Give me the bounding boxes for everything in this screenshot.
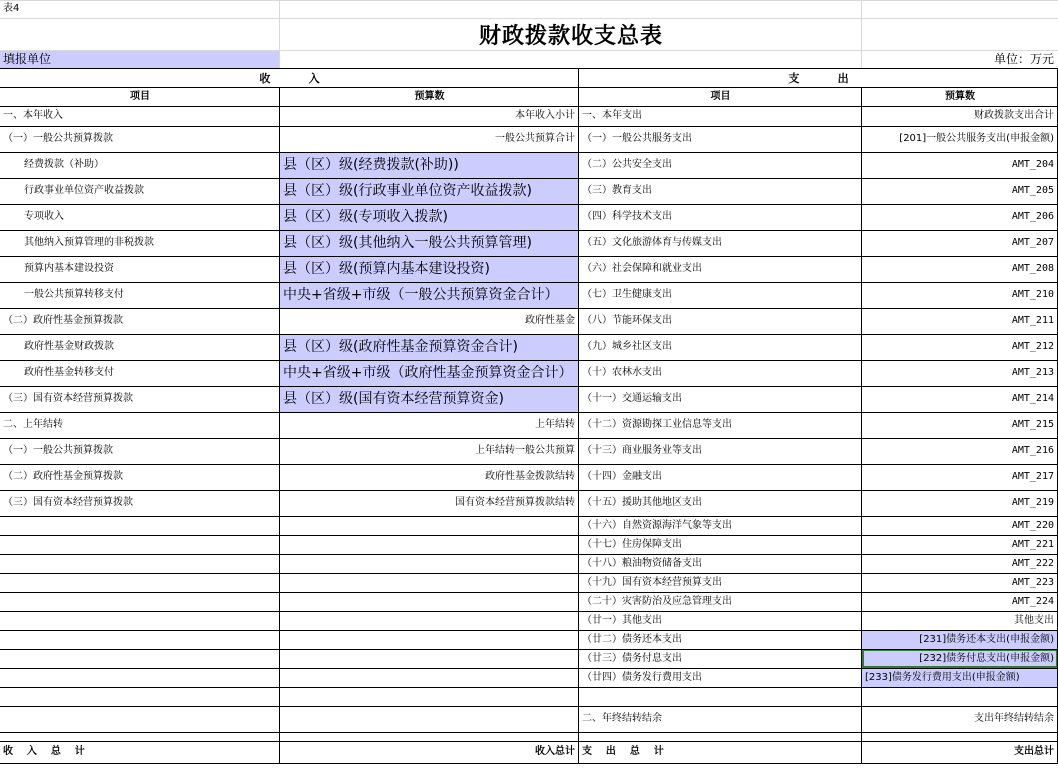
row-border — [579, 152, 1058, 153]
income-total-label[interactable]: 收 入 总 计 — [3, 746, 85, 757]
income-item-cell[interactable]: （一）一般公共预算拨款 — [3, 133, 113, 144]
expense-budget-cell[interactable] — [862, 687, 1058, 706]
expense-budget-cell[interactable]: [233]债务发行费用支出(申报金额) — [862, 668, 1058, 687]
expense-item-cell[interactable]: （十六）自然资源海洋气象等支出 — [582, 519, 732, 531]
income-budget-cell[interactable]: 中央+省级+市级（一般公共预算资金合计） — [280, 282, 579, 308]
row-border — [579, 573, 1058, 574]
expense-item-cell[interactable]: （廿四）债务发行费用支出 — [582, 671, 702, 683]
income-budget-cell[interactable]: 国有资本经营预算拨款结转 — [455, 497, 575, 508]
expense-section-header[interactable]: 支 出 — [788, 71, 849, 85]
income-item-cell[interactable]: 专项收入 — [24, 211, 64, 222]
expense-item-cell[interactable]: 二、年终结转结余 — [582, 713, 662, 724]
income-item-header[interactable]: 项目 — [130, 91, 150, 102]
row-border — [0, 668, 579, 669]
income-item-cell[interactable]: 其他纳入预算管理的非税拨款 — [24, 237, 154, 248]
row-border — [579, 308, 1058, 309]
row-border — [579, 204, 1058, 205]
expense-budget-cell[interactable]: AMT_215 — [1011, 419, 1054, 430]
expense-total-label[interactable]: 支 出 总 计 — [582, 746, 664, 757]
row-border — [579, 490, 1058, 491]
row-border — [0, 204, 579, 205]
expense-item-cell[interactable]: （十）农林水支出 — [582, 367, 662, 378]
income-item-cell[interactable]: 预算内基本建设投资 — [24, 263, 114, 274]
expense-budget-cell[interactable]: AMT_220 — [1011, 519, 1054, 531]
row-border — [0, 126, 579, 127]
row-border — [0, 592, 579, 593]
income-item-cell[interactable]: （二）政府性基金预算拨款 — [3, 471, 123, 482]
income-budget-cell[interactable]: 上年结转一般公共预算 — [475, 445, 575, 456]
row-border — [579, 256, 1058, 257]
expense-budget-cell[interactable]: AMT_222 — [1011, 557, 1054, 569]
row-border — [0, 687, 579, 688]
column-border — [861, 87, 862, 763]
income-budget-cell[interactable]: 县（区）级(专项收入拨款) — [280, 204, 579, 230]
expense-budget-cell[interactable]: [201]一般公共服务支出(申报金额) — [899, 133, 1054, 144]
expense-item-cell[interactable]: （九）城乡社区支出 — [582, 341, 672, 352]
row-border — [0, 630, 579, 631]
expense-total-value[interactable]: 支出总计 — [1014, 746, 1054, 757]
row-border — [0, 50, 1058, 51]
row-border — [579, 360, 1058, 361]
expense-item-cell[interactable]: （三）教育支出 — [582, 185, 652, 196]
row-border — [0, 87, 1058, 88]
income-item-cell[interactable]: 政府性基金转移支付 — [24, 367, 114, 378]
expense-item-cell[interactable]: （十九）国有资本经营预算支出 — [582, 576, 722, 588]
income-budget-cell[interactable]: 政府性基金 — [525, 315, 575, 326]
expense-budget-cell[interactable]: 财政拨款支出合计 — [974, 110, 1054, 121]
row-border — [0, 282, 579, 283]
reporting-unit-label[interactable]: 填报单位 — [0, 50, 280, 68]
expense-budget-cell[interactable]: 其他支出 — [1014, 614, 1054, 626]
income-budget-cell[interactable]: 县（区）级(预算内基本建设投资) — [280, 256, 579, 282]
expense-budget-cell[interactable]: AMT_221 — [1011, 538, 1054, 550]
expense-item-cell[interactable]: （四）科学技术支出 — [582, 211, 672, 222]
row-border — [579, 668, 1058, 669]
income-budget-cell[interactable]: 县（区）级(经费拨款(补助)) — [280, 152, 579, 178]
row-border — [579, 412, 1058, 413]
income-section-header[interactable]: 收 入 — [259, 71, 320, 85]
column-border — [279, 0, 280, 68]
row-border — [579, 554, 1058, 555]
income-item-cell[interactable]: 政府性基金财政拨款 — [24, 341, 114, 352]
expense-budget-cell[interactable]: AMT_217 — [1011, 471, 1054, 482]
income-total-value[interactable]: 收入总计 — [535, 746, 575, 757]
row-border — [579, 464, 1058, 465]
expense-budget-cell[interactable]: AMT_219 — [1011, 497, 1054, 508]
sheet-title[interactable]: 财政拨款收支总表 — [478, 22, 663, 49]
expense-budget-cell[interactable]: AMT_207 — [1011, 237, 1054, 248]
row-border — [0, 412, 579, 413]
row-border — [0, 490, 579, 491]
row-border — [0, 256, 579, 257]
income-budget-cell[interactable]: 一般公共预算合计 — [495, 133, 575, 144]
row-border — [579, 687, 1058, 688]
row-border — [0, 611, 579, 612]
income-budget-cell[interactable]: 县（区）级(其他纳入一般公共预算管理) — [280, 230, 579, 256]
row-border — [0, 741, 1058, 742]
income-budget-cell[interactable]: 政府性基金拨款结转 — [485, 471, 575, 482]
expense-budget-cell[interactable]: AMT_216 — [1011, 445, 1054, 456]
expense-item-cell[interactable]: （七）卫生健康支出 — [582, 289, 672, 300]
income-item-cell[interactable]: （一）一般公共预算拨款 — [3, 445, 113, 456]
row-border — [579, 630, 1058, 631]
row-border — [0, 178, 579, 179]
expense-item-cell[interactable]: （廿三）债务付息支出 — [582, 652, 682, 664]
expense-budget-cell[interactable]: 支出年终结转结余 — [974, 713, 1054, 724]
expense-item-cell[interactable]: （二十）灾害防治及应急管理支出 — [582, 595, 732, 607]
expense-budget-cell[interactable]: AMT_213 — [1011, 367, 1054, 378]
income-item-cell[interactable]: 行政事业单位资产收益拨款 — [24, 185, 144, 196]
row-border — [0, 68, 1058, 69]
income-item-cell[interactable]: （三）国有资本经营预算拨款 — [3, 497, 133, 508]
expense-budget-cell[interactable]: AMT_205 — [1011, 185, 1054, 196]
row-border — [0, 334, 579, 335]
expense-item-cell[interactable]: （廿一）其他支出 — [582, 614, 662, 626]
income-item-cell[interactable]: （二）政府性基金预算拨款 — [3, 315, 123, 326]
expense-budget-cell[interactable]: [231]债务还本支出(申报金额) — [862, 630, 1058, 649]
row-border — [0, 0, 1058, 1]
expense-budget-header[interactable]: 预算数 — [945, 91, 975, 102]
row-border — [0, 649, 579, 650]
row-border — [579, 438, 1058, 439]
row-border — [579, 732, 1058, 733]
expense-item-header[interactable]: 项目 — [710, 91, 731, 102]
expense-budget-cell[interactable]: AMT_211 — [1011, 315, 1054, 326]
expense-budget-cell[interactable]: AMT_223 — [1011, 576, 1054, 588]
sheet-label[interactable]: 表4 — [3, 3, 20, 14]
income-item-cell[interactable]: 一、本年收入 — [3, 110, 63, 121]
row-border — [0, 386, 579, 387]
expense-item-cell[interactable]: （十二）资源勘探工业信息等支出 — [582, 419, 732, 430]
expense-budget-cell[interactable]: [232]债务付息支出(申报金额) — [862, 649, 1058, 668]
expense-budget-cell[interactable]: AMT_204 — [1011, 159, 1054, 170]
row-border — [579, 706, 1058, 707]
income-budget-cell[interactable]: 县（区）级(国有资本经营预算资金) — [280, 386, 579, 412]
row-border — [579, 282, 1058, 283]
expense-item-cell[interactable]: （六）社会保障和就业支出 — [582, 263, 702, 274]
income-budget-header[interactable]: 预算数 — [414, 91, 445, 102]
row-border — [579, 178, 1058, 179]
expense-item-cell[interactable]: （十一）交通运输支出 — [582, 393, 682, 404]
expense-item-cell[interactable]: （廿二）债务还本支出 — [582, 633, 682, 645]
row-border — [0, 360, 579, 361]
expense-budget-cell[interactable]: AMT_224 — [1011, 595, 1054, 607]
expense-item-cell[interactable]: （五）文化旅游体育与传媒支出 — [582, 237, 722, 248]
income-item-cell[interactable]: （三）国有资本经营预算拨款 — [3, 393, 133, 404]
row-border — [0, 18, 1058, 19]
income-budget-cell[interactable]: 县（区）级(政府性基金预算资金合计) — [280, 334, 579, 360]
row-border — [0, 706, 579, 707]
income-item-cell[interactable]: 二、上年结转 — [3, 419, 63, 430]
unit-label[interactable]: 单位：万元 — [993, 52, 1054, 66]
row-border — [579, 386, 1058, 387]
row-border — [0, 763, 1058, 764]
expense-budget-cell[interactable]: AMT_208 — [1011, 263, 1054, 274]
expense-item-cell[interactable]: 一、本年支出 — [582, 110, 642, 121]
income-budget-cell[interactable]: 县（区）级(行政事业单位资产收益拨款) — [280, 178, 579, 204]
row-border — [579, 126, 1058, 127]
expense-item-cell[interactable]: （一）一般公共服务支出 — [582, 133, 692, 144]
expense-budget-cell[interactable]: AMT_212 — [1011, 341, 1054, 352]
income-item-cell[interactable]: 经费拨款（补助） — [24, 159, 104, 170]
expense-item-cell[interactable]: （十八）粮油物资储备支出 — [582, 557, 702, 569]
row-border — [0, 554, 579, 555]
expense-item-cell[interactable]: （八）节能环保支出 — [582, 315, 672, 326]
column-border — [578, 68, 579, 763]
income-budget-cell[interactable]: 上年结转 — [535, 419, 575, 430]
row-border — [0, 230, 579, 231]
row-border — [0, 106, 1058, 107]
row-border — [0, 438, 579, 439]
row-border — [579, 611, 1058, 612]
income-budget-cell[interactable]: 本年收入小计 — [515, 110, 575, 121]
expense-item-cell[interactable] — [579, 687, 862, 706]
column-border — [279, 87, 280, 763]
row-border — [579, 516, 1058, 517]
expense-budget-cell[interactable]: AMT_214 — [1011, 393, 1054, 404]
row-border — [0, 308, 579, 309]
column-border — [861, 0, 862, 68]
income-item-cell[interactable]: 一般公共预算转移支付 — [24, 289, 124, 300]
row-border — [0, 732, 579, 733]
expense-item-cell[interactable]: （十五）援助其他地区支出 — [582, 497, 702, 508]
expense-item-cell[interactable]: （十四）金融支出 — [582, 471, 662, 482]
expense-item-cell[interactable]: （二）公共安全支出 — [582, 159, 672, 170]
expense-item-cell[interactable]: （十七）住房保障支出 — [582, 538, 682, 550]
row-border — [0, 152, 579, 153]
row-border — [579, 334, 1058, 335]
row-border — [0, 464, 579, 465]
expense-budget-cell[interactable]: AMT_206 — [1011, 211, 1054, 222]
expense-item-cell[interactable]: （十三）商业服务业等支出 — [582, 445, 702, 456]
row-border — [579, 592, 1058, 593]
row-border — [579, 230, 1058, 231]
row-border — [0, 516, 579, 517]
row-border — [0, 535, 579, 536]
row-border — [0, 573, 579, 574]
row-border — [579, 649, 1058, 650]
row-border — [579, 535, 1058, 536]
expense-budget-cell[interactable]: AMT_210 — [1011, 289, 1054, 300]
income-budget-cell[interactable]: 中央+省级+市级（政府性基金预算资金合计） — [280, 360, 579, 386]
